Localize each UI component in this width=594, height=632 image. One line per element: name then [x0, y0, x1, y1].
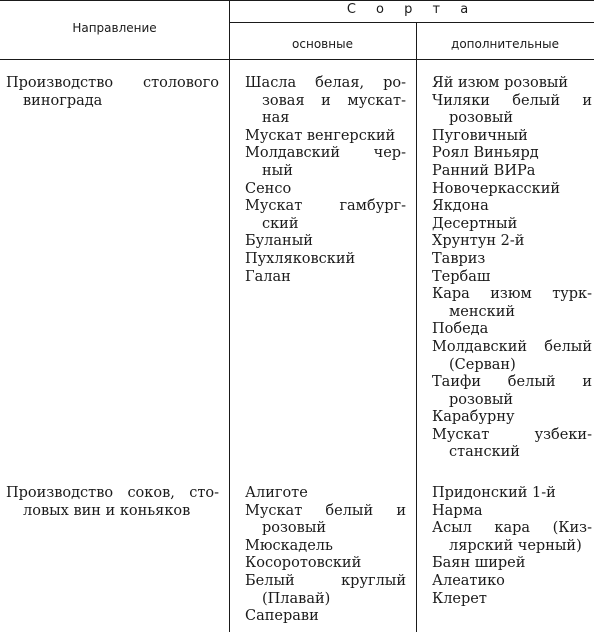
- word: изюм: [490, 286, 532, 303]
- text-line: [245, 93, 406, 111]
- word: лярский: [449, 537, 514, 554]
- word: Хрунтун: [432, 233, 497, 250]
- word: розовый: [504, 75, 569, 91]
- row2-additional-varieties: [432, 485, 592, 608]
- variety-entry: [245, 251, 406, 269]
- text-line: [6, 503, 219, 521]
- variety-entry: [432, 145, 592, 163]
- text-line: [245, 145, 406, 163]
- word: черный): [517, 537, 582, 554]
- word: Победа: [432, 321, 489, 338]
- variety-entry: [245, 233, 406, 251]
- word: Мускат: [245, 502, 303, 519]
- variety-entry: [432, 485, 592, 503]
- word: ширей: [474, 555, 526, 572]
- word: ная: [262, 110, 290, 127]
- word: Яй: [432, 75, 454, 91]
- header-bottom-rule: [0, 59, 594, 60]
- word: ный: [262, 162, 293, 179]
- variety-entry: [432, 339, 592, 374]
- word: и: [582, 92, 592, 109]
- text-line: [432, 573, 592, 591]
- variety-entry: [432, 286, 592, 321]
- word: сто-: [189, 485, 219, 501]
- variety-entry: [432, 503, 592, 521]
- word: Новочеркасский: [432, 180, 561, 197]
- row1-main-varieties: [245, 75, 406, 286]
- variety-entry: [432, 573, 592, 591]
- variety-entry: [432, 520, 592, 555]
- text-line: [432, 555, 592, 573]
- variety-entry: [245, 181, 406, 199]
- text-line: [432, 444, 592, 462]
- variety-entry: [432, 427, 592, 462]
- word: Нарма: [432, 502, 483, 519]
- word: станский: [449, 444, 520, 461]
- word: ловых: [23, 502, 69, 519]
- text-line: [245, 163, 406, 181]
- variety-entry: [432, 591, 592, 609]
- word: Придонский: [432, 485, 528, 501]
- word: ВИРа: [493, 162, 536, 179]
- text-line: [245, 538, 406, 556]
- header-main: основные: [292, 37, 353, 51]
- word: 2-й: [500, 233, 525, 250]
- text-line: [245, 591, 406, 609]
- text-line: [245, 555, 406, 573]
- text-line: [245, 198, 406, 216]
- text-line: [432, 392, 592, 410]
- text-line: [432, 163, 592, 181]
- row1-direction: [6, 75, 219, 110]
- word: ский: [262, 215, 299, 232]
- variety-entry: [432, 321, 592, 339]
- header-varieties: С о р т а: [346, 2, 477, 17]
- word: зовая: [262, 92, 305, 109]
- word: Сенсо: [245, 180, 292, 197]
- variety-entry: [432, 128, 592, 146]
- word: Белый: [245, 572, 295, 589]
- text-line: [6, 75, 219, 93]
- variety-entry: [432, 93, 592, 128]
- text-line: [432, 128, 592, 146]
- text-line: [245, 485, 406, 503]
- variety-entry: [245, 555, 406, 573]
- variety-entry: [432, 269, 592, 287]
- word: Мюскадель: [245, 537, 333, 554]
- text-line: [432, 538, 592, 556]
- word: винограда: [23, 92, 103, 109]
- variety-entry: [432, 251, 592, 269]
- header-direction: Направление: [72, 21, 157, 35]
- word: Якдона: [432, 198, 489, 215]
- word: Ранний: [432, 162, 490, 179]
- word: Роял: [432, 145, 469, 162]
- variety-entry: [432, 75, 592, 93]
- text-line: [245, 520, 406, 538]
- word: Буланый: [245, 233, 313, 250]
- word: Молдавский: [245, 145, 341, 162]
- text-line: [245, 128, 406, 146]
- word: (Киз-: [552, 520, 592, 537]
- variety-entry: [432, 374, 592, 409]
- word: 1-й: [532, 485, 556, 501]
- word: (Плавай): [262, 590, 331, 607]
- word: Косоротовский: [245, 555, 362, 572]
- text-line: [432, 110, 592, 128]
- text-line: [432, 503, 592, 521]
- word: Мускат: [245, 127, 303, 144]
- text-line: [432, 251, 592, 269]
- word: Пуговичный: [432, 127, 528, 144]
- text-line: [245, 608, 406, 626]
- word: столового: [142, 75, 219, 91]
- word: ро-: [383, 75, 406, 91]
- variety-entry: [432, 163, 592, 181]
- column-divider-2: [416, 22, 417, 632]
- text-line: [432, 286, 592, 304]
- text-line: [432, 269, 592, 287]
- word: Пухляковский: [245, 250, 356, 267]
- header-additional: дополнительные: [451, 37, 559, 51]
- word: соков,: [127, 485, 175, 501]
- text-line: [432, 145, 592, 163]
- word: Саперави: [245, 608, 319, 625]
- variety-entry: [245, 75, 406, 128]
- variety-entry: [245, 573, 406, 608]
- word: Баян: [432, 555, 471, 572]
- text-line: [432, 181, 592, 199]
- variety-entry: [432, 216, 592, 234]
- text-line: [245, 251, 406, 269]
- text-line: [245, 75, 406, 93]
- text-line: [245, 233, 406, 251]
- word: коньяков: [119, 502, 191, 519]
- variety-entry: [245, 269, 406, 287]
- word: Чиляки: [432, 92, 490, 109]
- word: белая,: [315, 75, 365, 91]
- word: Тербаш: [432, 268, 491, 285]
- text-line: [245, 181, 406, 199]
- text-line: [432, 216, 592, 234]
- text-line: [245, 216, 406, 234]
- text-line: [6, 93, 219, 111]
- text-line: [432, 93, 592, 111]
- word: Галан: [245, 268, 291, 285]
- word: Производство: [6, 485, 114, 501]
- variety-entry: [432, 233, 592, 251]
- word: Таифи: [432, 374, 481, 391]
- word: менский: [449, 303, 516, 320]
- text-line: [432, 321, 592, 339]
- variety-entry: [245, 503, 406, 538]
- word: Мускат: [245, 198, 303, 215]
- word: Молдавский: [432, 338, 528, 355]
- text-line: [6, 485, 219, 503]
- variety-entry: [432, 409, 592, 427]
- text-line: [432, 520, 592, 538]
- word: Алеатико: [432, 572, 505, 589]
- word: Производство: [6, 75, 114, 91]
- word: белый: [512, 92, 561, 109]
- word: и: [321, 92, 331, 109]
- word: Клерет: [432, 590, 487, 607]
- text-line: [432, 374, 592, 392]
- text-line: [432, 427, 592, 445]
- text-line: [432, 339, 592, 357]
- word: розовый: [262, 520, 327, 537]
- column-divider-1: [229, 0, 230, 632]
- word: Мускат: [432, 426, 490, 443]
- word: Асыл: [432, 520, 472, 537]
- text-line: [432, 357, 592, 375]
- text-line: [432, 485, 592, 503]
- variety-entry: [432, 198, 592, 216]
- word: венгерский: [306, 127, 396, 144]
- word: Виньярд: [473, 145, 539, 162]
- word: вин: [73, 502, 101, 519]
- word: розовый: [449, 110, 514, 127]
- table-top-rule: [0, 0, 594, 1]
- word: гамбург-: [339, 198, 406, 215]
- text-line: [245, 573, 406, 591]
- variety-entry: [245, 608, 406, 626]
- word: белый: [544, 338, 592, 355]
- text-line: [432, 75, 592, 93]
- word: узбеки-: [534, 426, 592, 443]
- word: белый: [325, 502, 374, 519]
- word: турк-: [552, 286, 592, 303]
- text-line: [432, 409, 592, 427]
- row2-direction: [6, 485, 219, 520]
- word: Алиготе: [245, 485, 308, 501]
- word: чер-: [373, 145, 406, 162]
- word: и: [396, 502, 406, 519]
- variety-entry: [245, 128, 406, 146]
- word: изюм: [457, 75, 500, 91]
- variety-entry: [245, 198, 406, 233]
- variety-entry: [432, 555, 592, 573]
- word: Карабурну: [432, 409, 515, 426]
- row1-additional-varieties: [432, 75, 592, 462]
- text-line: [245, 110, 406, 128]
- text-line: [245, 269, 406, 287]
- text-line: [432, 198, 592, 216]
- variety-entry: [245, 145, 406, 180]
- variety-entry: [245, 538, 406, 556]
- word: мускат-: [347, 92, 406, 109]
- text-line: [432, 233, 592, 251]
- text-line: [432, 591, 592, 609]
- word: белый: [507, 374, 556, 391]
- word: Тавриз: [432, 250, 486, 267]
- variety-entry: [245, 485, 406, 503]
- word: Кара: [432, 286, 470, 303]
- word: Десертный: [432, 215, 518, 232]
- word: кара: [494, 520, 531, 537]
- word: и: [105, 502, 116, 519]
- word: розовый: [449, 391, 514, 408]
- header-varieties-rule: [229, 22, 594, 23]
- word: и: [582, 374, 592, 391]
- word: круглый: [341, 572, 406, 589]
- word: Шасла: [245, 75, 297, 91]
- text-line: [245, 503, 406, 521]
- variety-entry: [432, 181, 592, 199]
- text-line: [432, 304, 592, 322]
- word: (Серван): [449, 356, 516, 373]
- row2-main-varieties: [245, 485, 406, 626]
